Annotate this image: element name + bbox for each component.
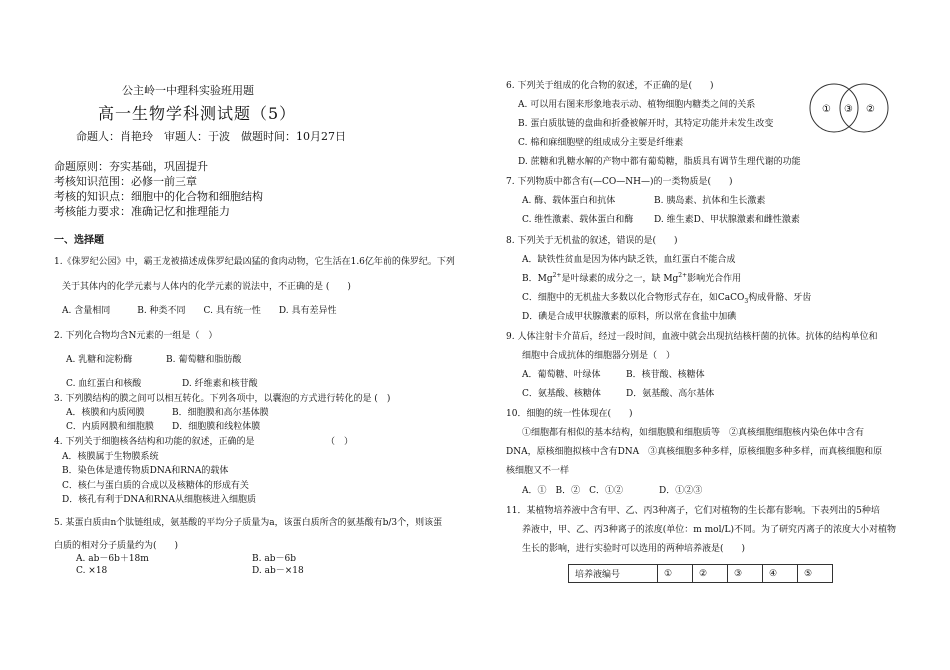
table-header-cell: ① <box>658 565 693 583</box>
q8-b-sup2: 2+ <box>678 272 688 279</box>
q8-option-d: D．碘是合成甲状腺激素的原料，所以常在食盐中加碘 <box>522 312 737 322</box>
q9-option-c: C．氨基酸、核糖体 <box>522 389 601 399</box>
q2-option-c: C. 血红蛋白和核酸 <box>66 379 142 389</box>
principle-4: 考核能力要求：准确记忆和推理能力 <box>54 205 230 218</box>
q11-stem-3: 生长的影响，进行实验时可以选用的两种培养液是( ) <box>522 544 746 554</box>
q3-option-c: C．内质网膜和细胞膜 <box>66 422 154 432</box>
q8-c-part2: 构成骨骼、牙齿 <box>748 293 812 303</box>
q7-option-d: D. 维生素D、甲状腺激素和雌性激素 <box>654 215 800 225</box>
q8-option-a: A．缺铁性贫血是因为体内缺乏铁，血红蛋白不能合成 <box>522 255 736 265</box>
q1-stem-2: 关于其体内的化学元素与人体内的化学元素的说法中，不正确的是 ( ) <box>62 282 351 292</box>
q3-option-b: B．细胞膜和高尔基体膜 <box>172 408 269 418</box>
q7-option-c: C. 维性激素、载体蛋白和酶 <box>522 215 634 225</box>
q3-option-d: D．细胞膜和线粒体膜 <box>172 422 261 432</box>
q5-option-d: D. ab－×18 <box>252 566 304 576</box>
q5-stem-2: 白质的相对分子质量约为( ) <box>54 541 179 551</box>
q8-option-c <box>522 292 811 304</box>
q6-option-a: A. 可以用右图来形象地表示动、植物细胞内糖类之间的关系 <box>518 100 756 110</box>
principle-1: 命题原则：夯实基础，巩固提升 <box>54 160 208 173</box>
q4-option-a: A．核膜属于生物膜系统 <box>62 452 159 462</box>
q11-stem-1: 11．某植物培养液中含有甲、乙、丙3种离子，它们对植物的生长都有影响。下表列出的5种培 <box>506 506 880 516</box>
page-title: 高一生物学科测试题（5） <box>98 104 297 123</box>
q2-option-a: A. 乳糖和淀粉酶 <box>66 355 133 365</box>
venn-label-3: ③ <box>844 104 853 115</box>
q8-stem: 8. 下列关于无机盐的叙述，错误的是( ) <box>506 236 678 246</box>
q3-stem: 3. 下列膜结构的膜之间可以相互转化。下列各项中，以囊泡的方式进行转化的是 ( ) <box>54 394 391 404</box>
table-header-cell: ④ <box>763 565 798 583</box>
q8-c-sub: 3 <box>744 297 749 305</box>
table-header-cell: ② <box>693 565 728 583</box>
q8-b-part1: B．Mg <box>522 274 553 284</box>
q10-options: A．① B．② C．①② D．①②③ <box>522 486 703 496</box>
q9-option-a: A．葡萄糖、叶绿体 <box>522 370 601 380</box>
q8-option-b <box>522 273 741 285</box>
q6-stem: 6. 下列关于组成的化合物的叙述，不正确的是( ) <box>506 81 714 91</box>
q6-option-b: B. 蛋白质肽链的盘曲和折叠被解开时，其特定功能并未发生改变 <box>518 119 774 129</box>
q5-option-a: A. ab－6b＋18m <box>76 554 149 564</box>
table-header-cell: ⑤ <box>798 565 833 583</box>
school-label: 公主岭一中理科实验班用题 <box>122 84 254 97</box>
q7-option-b: B. 胰岛素、抗体和生长激素 <box>654 196 766 206</box>
q2-stem: 2. 下列化合物均含N元素的一组是（ ） <box>54 331 218 341</box>
q8-b-part2: 是叶绿素的成分之一，缺 Mg <box>561 274 679 284</box>
q10-line-3: 核细胞又不一样 <box>506 466 570 476</box>
section-heading: 一、选择题 <box>54 235 104 246</box>
q9-stem-2: 细胞中合成抗体的细胞器分别是（ ） <box>522 351 676 361</box>
q8-b-sup1: 2+ <box>552 272 562 279</box>
q9-stem-1: 9. 人体注射卡介苗后，经过一段时间，血液中就会出现抗结核杆菌的抗体。抗体的结构单位和 <box>506 332 878 342</box>
q2-option-b: B. 葡萄糖和脂肪酸 <box>166 355 242 365</box>
q7-stem: 7. 下列物质中都含有(—CO—NH—)的一类物质是( ) <box>506 177 733 187</box>
q4-stem: 4. 下列关于细胞核各结构和功能的叙述，正确的是 <box>54 437 255 447</box>
principle-3: 考核的知识点：细胞中的化合物和细胞结构 <box>54 190 263 203</box>
q8-b-part3: 影响光合作用 <box>687 274 742 284</box>
q9-option-d: D．氨基酸、高尔基体 <box>626 389 715 399</box>
q5-option-c: C. ×18 <box>76 566 108 576</box>
venn-label-1: ① <box>822 104 831 115</box>
sugar-venn-diagram <box>806 82 892 134</box>
q4-option-d: D．核孔有利于DNA和RNA从细胞核进入细胞质 <box>62 495 256 505</box>
q6-option-c: C. 棉和麻细胞壁的组成成分主要是纤维素 <box>518 138 684 148</box>
q1-options: A. 含量相同 B. 种类不同 C. 具有统一性 D. 具有差异性 <box>62 306 337 316</box>
culture-solution-table <box>568 564 833 583</box>
q3-option-a: A．核膜和内质网膜 <box>66 408 145 418</box>
q2-option-d: D. 纤维素和核苷酸 <box>182 379 258 389</box>
q10-line-2: DNA，原核细胞拟核中含有DNA ③真核细胞多种多样，原核细胞多种多样，而真核细胞和原 <box>506 447 883 457</box>
authors-line: 命题人：肖艳玲 审题人：于波 做题时间：10月27日 <box>76 130 346 143</box>
q4-paren: （ ） <box>326 437 354 447</box>
q4-option-b: B．染色体是遗传物质DNA和RNA的载体 <box>62 466 229 476</box>
q4-option-c: C．核仁与蛋白质的合成以及核糖体的形成有关 <box>62 481 249 491</box>
table-header-cell: 培养液编号 <box>569 565 658 583</box>
q8-c-part1: C．细胞中的无机盐大多数以化合物形式存在，如CaCO <box>522 293 745 303</box>
q9-option-b: B．核苷酸、核糖体 <box>626 370 705 380</box>
table-header-cell: ③ <box>728 565 763 583</box>
q5-stem-1: 5. 某蛋白质由n个肽链组成，氨基酸的平均分子质量为a，该蛋白质所含的氨基酸有b/3个，则该蛋 <box>54 518 443 528</box>
table-row <box>569 565 833 583</box>
venn-label-2: ② <box>866 104 875 115</box>
q7-option-a: A. 酶、载体蛋白和抗体 <box>522 196 616 206</box>
q1-stem-1: 1.《侏罗纪公园》中，霸王龙被描述成侏罗纪最凶猛的食肉动物，它生活在1.6亿年前的侏罗纪。下列 <box>54 257 455 267</box>
q10-stem: 10．细胞的统一性体现在( ) <box>506 409 633 419</box>
q11-stem-2: 养液中，甲、乙、丙3种离子的浓度(单位：m mol/L)不同。为了研究丙离子的浓度大小对植物 <box>522 525 896 535</box>
q10-line-1: ①细胞都有相似的基本结构，如细胞膜和细胞质等 ②真核细胞细胞核内染色体中含有 <box>522 428 865 438</box>
principle-2: 考核知识范围：必修一前三章 <box>54 175 197 188</box>
q5-option-b: B. ab－6b <box>252 554 296 564</box>
q6-option-d: D. 蔗糖和乳糖水解的产物中都有葡萄糖，脂质具有调节生理代谢的功能 <box>518 157 801 167</box>
